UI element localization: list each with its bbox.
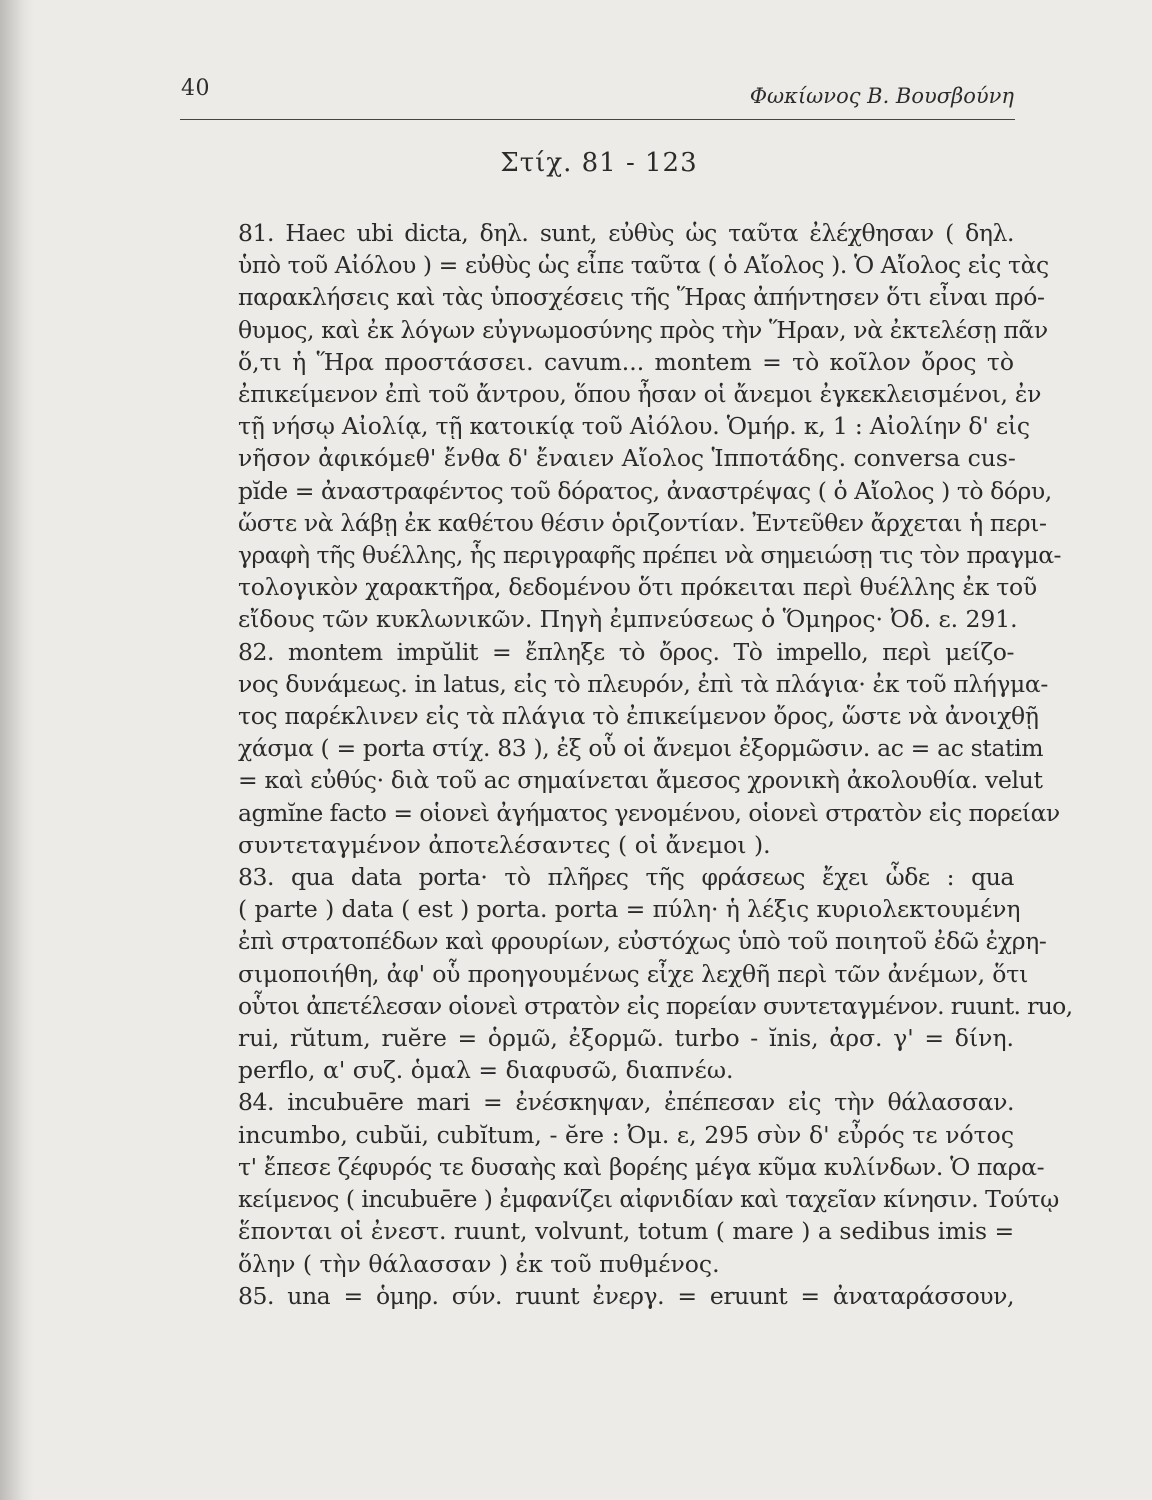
paragraph-81: [176, 217, 1061, 636]
text-line: συντεταγμένον ἀποτελέσαντες ( οἱ ἄνεμοι ).: [238, 830, 771, 859]
text-line: ἐπικείμενον ἐπὶ τοῦ ἄντρου, ὅπου ἦσαν οἱ ἄνεμοι ἐγκεκλεισμένοι, ἐν: [238, 380, 1042, 409]
text-line: κείμενος ( incubuēre ) ἐμφανίζει αἰφνιδίαν καὶ ταχεῖαν κίνησιν. Τούτῳ: [238, 1185, 1059, 1214]
text-line: σιμοποιήθη, ἀφ' οὗ προηγουμένως εἶχε λεχθῆ περὶ τῶν ἀνέμων, ὅτι: [238, 959, 1029, 988]
text-line: τολογικὸν χαρακτῆρα, δεδομένου ὅτι πρόκειται περὶ θυέλλης ἐκ τοῦ: [238, 573, 1037, 602]
text-line: παρακλήσεις καὶ τὰς ὑποσχέσεις τῆς Ἥρας ἀπήντησεν ὅτι εἶναι πρό-: [238, 283, 1045, 312]
commentary-body: [176, 217, 1073, 1312]
text-line: ὅ,τι ἡ Ἥρα προστάσσει. cavum... montem = τὸ κοῖλον ὄρος τὸ: [238, 347, 1014, 376]
text-line: perflo, α' συζ. ὁμαλ = διαφυσῶ, διαπνέω.: [238, 1056, 734, 1085]
text-line: τ' ἔπεσε ζέφυρός τε δυσαὴς καὶ βορέης μέγα κῦμα κυλίνδων. Ὁ παρα-: [238, 1152, 1045, 1181]
text-line: 83. qua data porta· τὸ πλῆρες τῆς φράσεως ἔχει ὧδε : qua: [238, 863, 1014, 892]
paragraph-85: [176, 1280, 1014, 1312]
text-line: pĭde = ἀναστραφέντος τοῦ δόρατος, ἀναστρέψας ( ὁ Αἴολος ) τὸ δόρυ,: [238, 476, 1052, 505]
text-line: rui, rŭtum, ruĕre = ὁρμῶ, ἐξορμῶ. turbo - ĭnis, ἀρσ. γ' = δίνη.: [238, 1024, 1014, 1053]
text-line: ἕπονται οἱ ἐνεστ. ruunt, volvunt, totum ( mare ) a sedibus imis =: [238, 1217, 1015, 1246]
text-line: 84. incubuēre mari = ἐνέσκηψαν, ἐπέπεσαν εἰς τὴν θάλασσαν.: [238, 1088, 1014, 1117]
text-line: θυμος, καὶ ἐκ λόγων εὐγνωμοσύνης πρὸς τὴν Ἥραν, νὰ ἐκτελέσῃ πᾶν: [238, 315, 1048, 344]
text-line: = καὶ εὐθύς· διὰ τοῦ ac σημαίνεται ἄμεσος χρονικὴ ἀκολουθία. velut: [238, 766, 1043, 795]
paragraph-84: [176, 1086, 1059, 1279]
text-line: ὥστε νὰ λάβῃ ἐκ καθέτου θέσιν ὁριζοντίαν. Ἐντεῦθεν ἄρχεται ἡ περι-: [238, 508, 1047, 537]
text-line: ( parte ) data ( est ) porta. porta = πύλη· ἡ λέξις κυριολεκτουμένη: [238, 895, 1021, 924]
text-line: νῆσον ἀφικόμεθ' ἔνθα δ' ἔναιεν Αἴολος Ἱπποτάδης. conversa cus-: [238, 444, 1016, 473]
text-line: τος παρέκλινεν εἰς τὰ πλάγια τὸ ἐπικείμενον ὄρος, ὥστε νὰ ἀνοιχθῇ: [238, 702, 1039, 731]
section-title: Στίχ. 81 - 123: [500, 148, 698, 178]
text-line: 85. una = ὁμηρ. σύν. ruunt ἐνεργ. = eruunt = ἀναταράσσουν,: [238, 1281, 1014, 1310]
text-line: εἴδους τῶν κυκλωνικῶν. Πηγὴ ἐμπνεύσεως ὁ Ὅμηρος· Ὀδ. ε. 291.: [238, 605, 1018, 634]
page-edge-shadow: [0, 0, 34, 1500]
text-line: ὑπὸ τοῦ Αἰόλου ) = εὐθὺς ὡς εἶπε ταῦτα ( ὁ Αἴολος ). Ὁ Αἴολος εἰς τὰς: [238, 251, 1049, 280]
text-line: οὗτοι ἀπετέλεσαν οἱονεὶ στρατὸν εἰς πορείαν συντεταγμένον. ruunt. ruo,: [238, 991, 1073, 1020]
page-number: 40: [181, 76, 210, 101]
text-line: νος δυνάμεως. in latus, εἰς τὸ πλευρόν, ἐπὶ τὰ πλάγια· ἐκ τοῦ πλήγμα-: [238, 669, 1048, 698]
running-head-author: Φωκίωνος Β. Βουσβούνη: [749, 84, 1014, 108]
text-line: 81. Haec ubi dicta, δηλ. sunt, εὐθὺς ὡς ταῦτα ἐλέχθησαν ( δηλ.: [238, 219, 1014, 247]
text-line: τῇ νήσῳ Αἰολίᾳ, τῇ κατοικίᾳ τοῦ Αἰόλου. Ὁμήρ. κ, 1 : Αἰολίην δ' εἰς: [238, 412, 1030, 441]
text-line: incumbo, cubŭi, cubĭtum, - ĕre : Ὀμ. ε, 295 σὺν δ' εὖρός τε νότος: [238, 1120, 1014, 1149]
text-line: agmĭne facto = οἱονεὶ ἀγήματος γενομένου, οἱονεὶ στρατὸν εἰς πορείαν: [238, 798, 1060, 827]
text-line: ἐπὶ στρατοπέδων καὶ φρουρίων, εὐστόχως ὑπὸ τοῦ ποιητοῦ ἐδῶ ἐχρη-: [238, 927, 1047, 956]
text-line: 82. montem impŭlit = ἔπληξε τὸ ὄρος. Τὸ impello, περὶ μείζο-: [238, 637, 1014, 666]
paragraph-83: [176, 861, 1073, 1086]
paragraph-82: [176, 636, 1060, 861]
text-line: ὅλην ( τὴν θάλασσαν ) ἐκ τοῦ πυθμένος.: [238, 1249, 720, 1278]
text-line: χάσμα ( = porta στίχ. 83 ), ἐξ οὗ οἱ ἄνεμοι ἐξορμῶσιν. ac = ac statim: [238, 734, 1044, 763]
text-line: γραφὴ τῆς θυέλλης, ἧς περιγραφῆς πρέπει νὰ σημειώσῃ τις τὸν πραγμα-: [238, 541, 1061, 570]
header-rule: [180, 119, 1015, 120]
